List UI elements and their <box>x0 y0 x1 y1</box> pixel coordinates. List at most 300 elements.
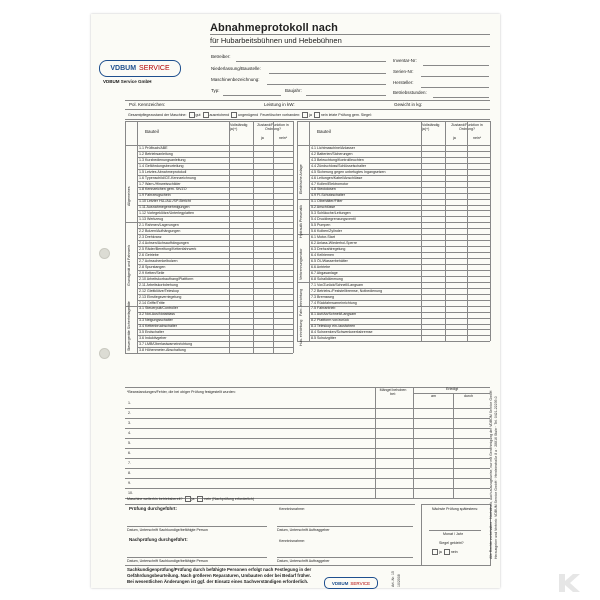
field-typ-line[interactable] <box>223 95 281 96</box>
checkbox-ja[interactable] <box>254 253 272 258</box>
checklist-item-label: 6.1 Motor-Start <box>311 235 335 240</box>
checkbox-ja[interactable] <box>254 336 272 341</box>
checkbox-nein[interactable] <box>468 146 489 151</box>
checkbox-ja[interactable] <box>254 152 272 157</box>
checklist-item-label: 4.7 Kollen/Elektromotor <box>311 181 349 186</box>
column-rule <box>137 121 138 353</box>
checkbox-nein[interactable] <box>468 211 489 216</box>
checklist-item-label: 2.13 Einstiegsverriegelung <box>139 294 182 299</box>
checklist-item-label: 6.5 Öl-/Wasserbehälter <box>311 258 348 263</box>
checkbox-vollstaendig[interactable] <box>422 247 444 252</box>
nachpruefung-sig1-line[interactable] <box>127 557 267 558</box>
checkbox-vollstaendig[interactable] <box>422 158 444 163</box>
checkbox-vollstaendig[interactable] <box>422 181 444 186</box>
checkbox-vollstaendig[interactable] <box>230 277 252 282</box>
checkbox-nein[interactable] <box>468 229 489 234</box>
checkbox-ja[interactable] <box>446 146 466 151</box>
checkbox-nein[interactable] <box>468 187 489 192</box>
checkbox-ja[interactable] <box>446 253 466 258</box>
checkbox-ja[interactable] <box>446 199 466 204</box>
checkbox-nein[interactable] <box>468 205 489 210</box>
checkbox-ja[interactable] <box>254 259 272 264</box>
checkbox-vollstaendig[interactable] <box>422 152 444 157</box>
checkbox-nein[interactable] <box>468 158 489 163</box>
checkbox-nein[interactable] <box>274 181 292 186</box>
group-label: Verbrennungsmotor <box>298 248 303 281</box>
checkbox-ja[interactable] <box>254 164 272 169</box>
checkbox-vollstaendig[interactable] <box>422 223 444 228</box>
checkbox-vollstaendig[interactable] <box>422 211 444 216</box>
checkbox-ja[interactable] <box>254 306 272 311</box>
checklist-item-label: 7.1 Vor/Zurück/Schnell/Langsam <box>311 282 363 287</box>
checkbox-vollstaendig[interactable] <box>422 300 444 305</box>
checkbox-nein[interactable] <box>468 241 489 246</box>
table-top-rule <box>125 121 293 122</box>
fl-ja: ja <box>309 112 312 117</box>
checkbox-vollstaendig[interactable] <box>230 187 252 192</box>
checkbox-vollstaendig[interactable] <box>422 312 444 317</box>
defect-row-line[interactable] <box>125 478 490 479</box>
field-hersteller-line[interactable] <box>421 87 489 88</box>
pruefung-sig1-line[interactable] <box>127 526 267 527</box>
checkbox-ja[interactable] <box>446 336 466 341</box>
checkbox-ja[interactable] <box>254 205 272 210</box>
checkbox-nein[interactable] <box>274 247 292 252</box>
checkbox-ja[interactable] <box>446 193 466 198</box>
checkbox-nein[interactable] <box>468 306 489 311</box>
checkbox-vollstaendig[interactable] <box>230 170 252 175</box>
checkbox-vollstaendig[interactable] <box>230 259 252 264</box>
checkbox-nein[interactable] <box>274 229 292 234</box>
checkbox-ja[interactable] <box>254 199 272 204</box>
checkbox-ja[interactable] <box>446 164 466 169</box>
checkbox-ja[interactable] <box>446 312 466 317</box>
checkbox-ja[interactable] <box>446 265 466 270</box>
checklist-item-label: 8.4 Schwenken/Schwenkwerksbremse <box>311 330 373 335</box>
checkbox-nein[interactable] <box>274 164 292 169</box>
checkbox-nein[interactable] <box>468 271 489 276</box>
checkbox-vollstaendig[interactable] <box>230 158 252 163</box>
checkbox-nein[interactable] <box>274 348 292 353</box>
checkbox-ja[interactable] <box>254 312 272 317</box>
checkbox-nein[interactable] <box>468 175 489 180</box>
checkbox-nein[interactable] <box>274 265 292 270</box>
checkbox-vollstaendig[interactable] <box>230 152 252 157</box>
checkbox-vollstaendig[interactable] <box>230 217 252 222</box>
checkbox-ja[interactable] <box>254 170 272 175</box>
checkbox-ja[interactable] <box>446 175 466 180</box>
checkbox-ja[interactable] <box>446 271 466 276</box>
checkbox-nein[interactable] <box>274 342 292 347</box>
checkbox-ja[interactable] <box>254 247 272 252</box>
defects-maengel: Mängel behoben bei: <box>379 388 407 397</box>
checkbox-fl-ja[interactable] <box>302 112 308 118</box>
checkbox-ja[interactable] <box>446 152 466 157</box>
form-subtitle: für Hubarbeitsbühnen und Hebebühnen <box>210 36 342 45</box>
checkbox-ja[interactable] <box>254 193 272 198</box>
checkbox-vollstaendig[interactable] <box>230 265 252 270</box>
checkbox-nein[interactable] <box>468 277 489 282</box>
checkbox-vollstaendig[interactable] <box>230 330 252 335</box>
checkbox-nein[interactable] <box>274 324 292 329</box>
checkbox-ungenuegend[interactable] <box>231 112 237 118</box>
defects-erledigt: Erledigt <box>446 387 459 391</box>
checkbox-ja[interactable] <box>446 223 466 228</box>
footer-date <box>397 574 401 587</box>
checkbox-nein[interactable] <box>468 223 489 228</box>
field-inventar-line[interactable] <box>423 65 489 66</box>
checkbox-ja[interactable] <box>254 342 272 347</box>
checkbox-nein[interactable] <box>274 223 292 228</box>
checkbox-ja[interactable] <box>254 175 272 180</box>
checkbox-nein[interactable] <box>274 152 292 157</box>
checklist-item-label: 2.5 Räder/Bereifung/Kettenfahrwerk <box>139 246 197 251</box>
checklist-item-label: 2.8 Spurstangen <box>139 264 166 269</box>
column-rule <box>445 121 446 341</box>
checkbox-gut[interactable] <box>189 112 195 118</box>
field-maschine-line[interactable] <box>267 84 386 85</box>
checkbox-ja[interactable] <box>446 211 466 216</box>
checkbox-nein[interactable] <box>274 271 292 276</box>
checkbox-vollstaendig[interactable] <box>230 205 252 210</box>
checkbox-vollstaendig[interactable] <box>230 146 252 151</box>
checkbox-nein[interactable] <box>468 181 489 186</box>
defect-row-line[interactable] <box>125 408 490 409</box>
checkbox-ja[interactable] <box>254 318 272 323</box>
checklist-item-label: 7.3 Bremsweg <box>311 294 334 299</box>
checkbox-vollstaendig[interactable] <box>230 193 252 198</box>
checklist-item-label: 4.4 Zündschloss/Schlüsselschalter <box>311 163 367 168</box>
checkbox-vollstaendig[interactable] <box>230 342 252 347</box>
col-nein-left: nein* <box>279 136 288 140</box>
checkbox-vollstaendig[interactable] <box>422 241 444 246</box>
checkbox-vollstaendig[interactable] <box>230 223 252 228</box>
checkbox-ausreichend[interactable] <box>203 112 209 118</box>
checkbox-ja[interactable] <box>254 211 272 216</box>
checkbox-vollstaendig[interactable] <box>422 277 444 282</box>
checkbox-nein[interactable] <box>274 300 292 305</box>
footer-line-2: Gefährdungsbeurteilung. Nach größeren Reparaturen, Umbauten oder bei Bedarf früher. <box>127 573 311 578</box>
checkbox-nein[interactable] <box>274 193 292 198</box>
checkbox-vollstaendig[interactable] <box>422 164 444 169</box>
checkbox-siegel-nein[interactable] <box>444 549 450 555</box>
checkbox-ja[interactable] <box>254 217 272 222</box>
checkbox-nein[interactable] <box>468 259 489 264</box>
footer-line-3: Bei wesentlichen Änderungen ist ggf. der Einsatz eines Sachverständigen erforderlich. <box>127 579 309 584</box>
field-betriebsstunden: Betriebsstunden: <box>393 90 427 95</box>
defect-row-line[interactable] <box>125 488 490 489</box>
checkbox-vollstaendig[interactable] <box>230 175 252 180</box>
checkbox-nein[interactable] <box>274 306 292 311</box>
checkbox-vollstaendig[interactable] <box>422 306 444 311</box>
checklist-item-label: 2.12 Gleitklötze/Teleskop <box>139 288 179 293</box>
checkbox-nein[interactable] <box>468 199 489 204</box>
checklist-item-label: 1.6 Typenschild/CE-Kennzeichnung <box>139 175 196 180</box>
checkbox-ja[interactable] <box>446 229 466 234</box>
checkbox-ja[interactable] <box>254 158 272 163</box>
checkbox-nein[interactable] <box>274 187 292 192</box>
checkbox-ja[interactable] <box>254 235 272 240</box>
checkbox-nein[interactable] <box>468 170 489 175</box>
rule <box>125 109 490 110</box>
checkbox-nein[interactable] <box>274 211 292 216</box>
logo-service: SERVICE <box>139 65 170 72</box>
checkbox-nein[interactable] <box>468 283 489 288</box>
checklist-item-label: 5.4 Druckbegrenzungsventil <box>311 217 356 222</box>
checkbox-nein[interactable] <box>274 330 292 335</box>
nachpruefung-sig2-line[interactable] <box>277 557 413 558</box>
checkbox-vollstaendig[interactable] <box>422 187 444 192</box>
col-vollstaendig-right: Vollständig ja(+) <box>422 123 440 132</box>
checkbox-vollstaendig[interactable] <box>230 241 252 246</box>
checkbox-ja[interactable] <box>446 289 466 294</box>
checkbox-ja[interactable] <box>254 223 272 228</box>
checkbox-nein[interactable] <box>274 318 292 323</box>
checkbox-ja[interactable] <box>446 300 466 305</box>
field-betriebsstunden-line[interactable] <box>433 97 489 98</box>
checkbox-ja[interactable] <box>254 146 272 151</box>
checkbox-vollstaendig[interactable] <box>230 283 252 288</box>
checkbox-nein[interactable] <box>468 324 489 329</box>
checkbox-nein[interactable] <box>468 253 489 258</box>
checkbox-nein[interactable] <box>274 294 292 299</box>
checklist-item-label: 7.4 Rückfahrwarneinrichtung <box>311 300 357 305</box>
next-date-line[interactable] <box>429 530 481 531</box>
checkbox-nein[interactable] <box>468 193 489 198</box>
checkbox-ja[interactable] <box>254 283 272 288</box>
checkbox-nein[interactable] <box>274 336 292 341</box>
checkbox-ja[interactable] <box>446 217 466 222</box>
checkbox-nein[interactable] <box>274 205 292 210</box>
checkbox-weiter-ja[interactable] <box>185 496 191 502</box>
defect-row-number: 5. <box>128 441 131 445</box>
checkbox-ja[interactable] <box>446 170 466 175</box>
checkbox-nein[interactable] <box>274 158 292 163</box>
checklist-item-label: 1.1 Prüfbuch/ABE <box>139 145 168 150</box>
checkbox-nein[interactable] <box>468 318 489 323</box>
checkbox-vollstaendig[interactable] <box>422 170 444 175</box>
column-rule <box>467 121 468 341</box>
checkbox-ja[interactable] <box>446 306 466 311</box>
checkbox-ja[interactable] <box>254 271 272 276</box>
checkbox-vollstaendig[interactable] <box>230 312 252 317</box>
checkbox-weiter-nein[interactable] <box>197 496 203 502</box>
checkbox-vollstaendig[interactable] <box>422 294 444 299</box>
checkbox-nein[interactable] <box>274 146 292 151</box>
field-inventar: Inventar-Nr: <box>393 58 417 63</box>
checkbox-vollstaendig[interactable] <box>422 324 444 329</box>
checkbox-vollstaendig[interactable] <box>422 253 444 258</box>
checkbox-nein[interactable] <box>274 259 292 264</box>
checkbox-vollstaendig[interactable] <box>422 330 444 335</box>
checkbox-nein[interactable] <box>468 336 489 341</box>
checkbox-vollstaendig[interactable] <box>422 175 444 180</box>
checkbox-ja[interactable] <box>446 330 466 335</box>
column-rule <box>253 121 254 353</box>
field-baujahr-line[interactable] <box>306 95 386 96</box>
opt-ungenuegend: ungenügend <box>238 112 259 117</box>
checkbox-vollstaendig[interactable] <box>230 289 252 294</box>
checklist-item-label: 1.2 Betriebsanleitung <box>139 151 173 156</box>
defect-row-line[interactable] <box>125 468 490 469</box>
rule <box>413 393 490 394</box>
checkbox-vollstaendig[interactable] <box>230 318 252 323</box>
checkbox-nein[interactable] <box>274 199 292 204</box>
checkbox-vollstaendig[interactable] <box>422 146 444 151</box>
checkbox-nein[interactable] <box>468 247 489 252</box>
checkbox-vollstaendig[interactable] <box>230 271 252 276</box>
form-sheet <box>91 14 500 588</box>
checkbox-vollstaendig[interactable] <box>422 283 444 288</box>
defect-row-line[interactable] <box>125 438 490 439</box>
checkbox-nein[interactable] <box>274 217 292 222</box>
defect-row-line[interactable] <box>125 418 490 419</box>
checklist-item-label: 2.10 Arbeitskorbaufhang/Plattform <box>139 276 194 281</box>
checkbox-nein[interactable] <box>274 170 292 175</box>
checkbox-vollstaendig[interactable] <box>230 211 252 216</box>
checkbox-ja[interactable] <box>254 300 272 305</box>
column-rule <box>309 121 310 341</box>
checkbox-ja[interactable] <box>446 283 466 288</box>
checkbox-ja[interactable] <box>254 324 272 329</box>
checkbox-nein[interactable] <box>468 217 489 222</box>
checkbox-ja[interactable] <box>446 235 466 240</box>
checkbox-ja[interactable] <box>446 181 466 186</box>
checkbox-ja[interactable] <box>446 259 466 264</box>
checkbox-ja[interactable] <box>446 241 466 246</box>
col-ja-left: ja <box>261 136 264 140</box>
checkbox-ja[interactable] <box>254 330 272 335</box>
checkbox-vollstaendig[interactable] <box>422 217 444 222</box>
checkbox-ja[interactable] <box>254 181 272 186</box>
checkbox-nein[interactable] <box>274 312 292 317</box>
checklist-item-label: 6.8 Schalldämmung <box>311 276 343 281</box>
field-serien-line[interactable] <box>421 76 489 77</box>
checkbox-vollstaendig[interactable] <box>230 336 252 341</box>
next-month: Monat / Jahr <box>443 532 463 536</box>
checkbox-vollstaendig[interactable] <box>422 205 444 210</box>
checkbox-ja[interactable] <box>446 187 466 192</box>
checkbox-ja[interactable] <box>446 294 466 299</box>
checkbox-vollstaendig[interactable] <box>230 348 252 353</box>
footer-line-1: Sachkundigenprüfung/Prüfung durch befähigte Personen erfolgt nach Festlegung in der <box>127 567 312 572</box>
field-niederlassung-line[interactable] <box>269 73 386 74</box>
checkbox-nein[interactable] <box>274 235 292 240</box>
checkbox-ja[interactable] <box>254 277 272 282</box>
checkbox-nein[interactable] <box>468 294 489 299</box>
checkbox-ja[interactable] <box>446 247 466 252</box>
checkbox-nein[interactable] <box>274 253 292 258</box>
checkbox-vollstaendig[interactable] <box>422 235 444 240</box>
checkbox-vollstaendig[interactable] <box>422 259 444 264</box>
checkbox-vollstaendig[interactable] <box>422 265 444 270</box>
checkbox-vollstaendig[interactable] <box>230 229 252 234</box>
checklist-item-label: 2.11 Arbeitskorbdrehung <box>139 282 178 287</box>
checkbox-vollstaendig[interactable] <box>422 193 444 198</box>
checkbox-vollstaendig[interactable] <box>422 318 444 323</box>
checkbox-siegel-ja[interactable] <box>432 549 438 555</box>
checkbox-nein[interactable] <box>274 241 292 246</box>
checkbox-ja[interactable] <box>254 265 272 270</box>
checkbox-vollstaendig[interactable] <box>230 235 252 240</box>
checkbox-nein[interactable] <box>468 330 489 335</box>
checkbox-ja[interactable] <box>254 289 272 294</box>
checkbox-vollstaendig[interactable] <box>230 324 252 329</box>
field-serien: Serien-Nr: <box>393 69 414 74</box>
checkbox-ja[interactable] <box>446 277 466 282</box>
checkbox-nein[interactable] <box>274 289 292 294</box>
checkbox-ja[interactable] <box>254 187 272 192</box>
checkbox-vollstaendig[interactable] <box>230 181 252 186</box>
checklist-item-label: 2.3 Drehkranz <box>139 235 162 240</box>
checkbox-nein[interactable] <box>468 312 489 317</box>
defect-row-number: 1. <box>128 401 131 405</box>
checkbox-nein[interactable] <box>274 283 292 288</box>
checkbox-ja[interactable] <box>446 318 466 323</box>
checkbox-nein[interactable] <box>274 175 292 180</box>
checklist-item-label: 6.3 Drehzahlregelung <box>311 246 346 251</box>
defect-row-line[interactable] <box>125 448 490 449</box>
checkbox-nein[interactable] <box>274 277 292 282</box>
checkbox-fl-nein[interactable] <box>314 112 320 118</box>
checkbox-ja[interactable] <box>254 229 272 234</box>
rule <box>125 119 490 120</box>
checkbox-ja[interactable] <box>254 294 272 299</box>
checkbox-ja[interactable] <box>254 348 272 353</box>
defects-am: am <box>431 394 436 398</box>
checkbox-nein[interactable] <box>468 235 489 240</box>
checkbox-vollstaendig[interactable] <box>230 300 252 305</box>
checkbox-vollstaendig[interactable] <box>230 294 252 299</box>
checkbox-vollstaendig[interactable] <box>230 247 252 252</box>
checkbox-ja[interactable] <box>446 158 466 163</box>
checklist-item-label: 7.5 Fahrantrieb <box>311 306 336 311</box>
checkbox-vollstaendig[interactable] <box>422 199 444 204</box>
defect-row-line[interactable] <box>125 428 490 429</box>
defects-durch: durch <box>464 394 473 398</box>
field-betreiber-line[interactable] <box>236 61 386 62</box>
defect-row-number: 2. <box>128 411 131 415</box>
checkbox-nein[interactable] <box>468 289 489 294</box>
column-rule <box>293 121 294 353</box>
checkbox-ja[interactable] <box>254 241 272 246</box>
pruefung-sig2-line[interactable] <box>277 526 413 527</box>
checkbox-ja[interactable] <box>446 324 466 329</box>
checkbox-nein[interactable] <box>468 152 489 157</box>
checkbox-vollstaendig[interactable] <box>422 289 444 294</box>
checkbox-ja[interactable] <box>446 205 466 210</box>
footer-vdbum-logo <box>324 577 378 589</box>
checkbox-nein[interactable] <box>468 164 489 169</box>
checkbox-vollstaendig[interactable] <box>422 271 444 276</box>
next-siegel: Siegel geklebt? <box>439 541 464 545</box>
checkbox-vollstaendig[interactable] <box>230 306 252 311</box>
checkbox-vollstaendig[interactable] <box>230 164 252 169</box>
group-label: Allgemeines <box>126 186 131 206</box>
next-siegel-opts <box>431 549 458 555</box>
checkbox-nein[interactable] <box>468 300 489 305</box>
rule <box>413 387 414 498</box>
checkbox-vollstaendig[interactable] <box>422 229 444 234</box>
checklist-item-label: 6.7 Abgasanlage <box>311 270 338 275</box>
checkbox-vollstaendig[interactable] <box>230 199 252 204</box>
checkbox-vollstaendig[interactable] <box>230 253 252 258</box>
vdbum-logo <box>99 60 181 77</box>
checkbox-nein[interactable] <box>468 265 489 270</box>
side-text-b: Alle Rechte vorbehalten · Nachdruck, auch auszugsweise, nur mit Genehmigung der VDBUM Service GmbH <box>489 390 493 559</box>
defect-row-line[interactable] <box>125 458 490 459</box>
checkbox-vollstaendig[interactable] <box>422 336 444 341</box>
